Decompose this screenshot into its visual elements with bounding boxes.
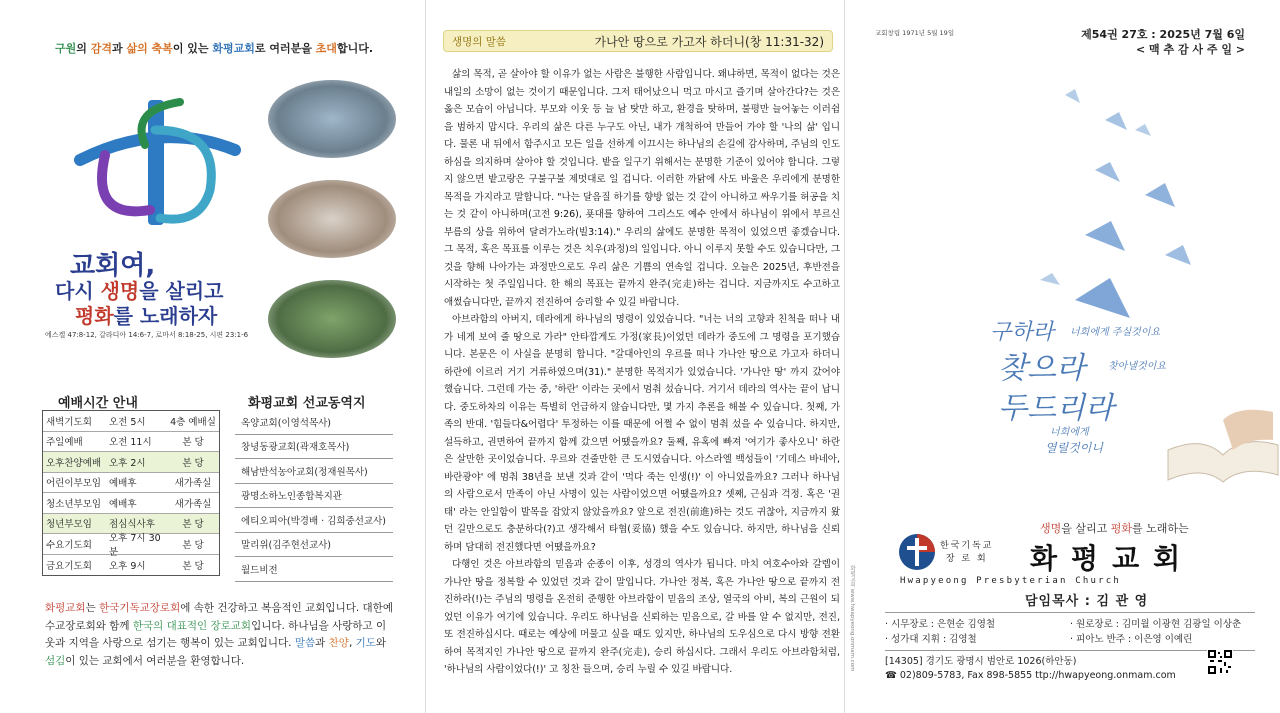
intro-text: 와 xyxy=(375,637,387,649)
schedule-name: 어린이부모임 xyxy=(46,478,102,490)
cover-panel xyxy=(845,0,1280,713)
staff-list xyxy=(885,612,1255,647)
sermon-panel xyxy=(425,0,845,713)
staff-item: · 원로장로 : 김미월 이광현 김광일 이상춘 xyxy=(1070,619,1242,630)
intro-text: 말씀 xyxy=(294,637,316,649)
invite-part: 삶의 축복 xyxy=(126,42,173,55)
church-address xyxy=(885,650,1255,683)
sermon-body xyxy=(444,66,840,696)
intro-text: 섬김 xyxy=(45,654,66,667)
service-name: < 맥 추 감 사 주 일 > xyxy=(1136,43,1245,56)
schedule-time: 오전 5시 xyxy=(109,416,146,428)
schedule-name: 금요기도회 xyxy=(46,560,92,572)
intro-text: 기도 xyxy=(355,637,376,649)
worship-schedule-table xyxy=(42,410,220,576)
tagline-text: 생명 xyxy=(1040,522,1062,535)
callig-text: 두드리라 xyxy=(998,391,1114,426)
callig-text: 찾으라 xyxy=(998,351,1085,386)
schedule-name: 청소년부모임 xyxy=(46,498,102,510)
outdoor-group-photo xyxy=(268,280,396,358)
invite-part: 과 xyxy=(112,42,127,55)
schedule-name: 주일예배 xyxy=(46,437,83,449)
schedule-time: 오전 11시 xyxy=(109,437,152,449)
staff-row xyxy=(885,617,1255,632)
founding-date: 교회창립 1971년 5월 19일 xyxy=(875,29,955,37)
schedule-place: 4층 예배실 xyxy=(170,416,216,428)
intro-text: 는 xyxy=(85,602,100,614)
tagline-text: 를 노래하는 xyxy=(1132,522,1189,535)
church-tagline xyxy=(1040,520,1189,536)
staff-row xyxy=(885,632,1255,647)
sermon-label: 생명의 말씀 xyxy=(452,35,507,48)
mission-item: 창녕동광교회(곽재호목사) xyxy=(235,435,393,460)
mission-partners-list xyxy=(235,410,393,582)
schedule-row xyxy=(43,411,219,432)
callig-text: 구하라 xyxy=(990,320,1054,345)
church-logo-icon xyxy=(897,532,937,572)
schedule-place: 본 당 xyxy=(182,437,204,449)
schedule-time: 예배후 xyxy=(109,498,137,510)
mission-partners-title: 화평교회 선교동역지 xyxy=(248,396,366,411)
callig-text: 너희에게 xyxy=(1050,427,1089,438)
schedule-place: 새가족실 xyxy=(174,478,212,490)
schedule-time: 예배후 xyxy=(109,478,137,490)
church-english-name: Hwapyeong Presbyterian Church xyxy=(900,576,1121,586)
left-panel xyxy=(0,0,425,713)
slogan-text: 다시 xyxy=(55,279,101,303)
staff-item: · 성가대 지휘 : 김영철 xyxy=(885,634,977,645)
intro-text: 화평교회 xyxy=(45,602,86,614)
invite-part: 화평교회 xyxy=(212,42,255,55)
schedule-place: 본 당 xyxy=(182,560,204,572)
open-bible-illustration xyxy=(1163,400,1280,485)
invite-part: 초대 xyxy=(315,42,337,55)
tagline-text: 평화 xyxy=(1110,522,1133,535)
schedule-row xyxy=(43,555,219,576)
schedule-time: 점심식사후 xyxy=(109,519,155,531)
slogan-text: 을 살리고 xyxy=(139,279,224,303)
contact-line: ☎ 02)809-5783, Fax 898-5855 ttp://hwapyeong.onmam.com xyxy=(885,670,1176,681)
intro-text: 과 xyxy=(315,637,329,649)
schedule-time: 오후 9시 xyxy=(109,560,146,572)
schedule-time: 오후 2시 xyxy=(109,457,146,469)
intro-text: 찬양 xyxy=(328,637,349,649)
address-line: [14305] 경기도 광명시 범안로 1026(하안동) xyxy=(885,656,1077,667)
sermon-paragraph: 다행인 것은 아브라함의 믿음과 순종이 이후, 성경의 역사가 됩니다. 마치 여호수아와 갈렙이 가나안 땅을 정복할 수 있었던 것과 같이 말입니다. 가나안 정복, 혹은 가나안 땅으로 끝까지 전진하라(!)는 주님의 명령을 온전히 준행한 아브라함이 믿음의 조상, 열국의 아비, 복의 근원이 되었던 이유가 여기에 있습니다. 우리도 하나님을 신뢰하는 믿음으로, 갈 바를 알 수 없지만, 전진, 또 전진하십시다. 때로는 예상에 머물고 싶을 때도 있지만, 하나님의 도우심으로 다시 방향 전환하여 목적지인 가나안 땅으로 끝까지 완주(完走), 승리 하십시다. 그래서 우리도 아브라함처럼, '하나님의 사람이었다(!)' 고 칭찬 들으며, 승리 누릴 수 있길 바랍니다. xyxy=(444,559,840,675)
intro-text: 한국의 대표적인 장로교회 xyxy=(132,619,252,632)
mission-item: 말리위(김주현선교사) xyxy=(235,533,393,558)
mission-item: 광명소하노인종합복지관 xyxy=(235,484,393,509)
intro-text: 에 속한 건강하고 복음적인 교회입니다. 대한예수교장로회와 함께 xyxy=(45,602,393,632)
sermon-header xyxy=(443,30,833,52)
doves-illustration xyxy=(1035,85,1255,345)
mission-item: 에티오피아(박경배 · 김희중선교사) xyxy=(235,508,393,533)
schedule-name: 청년부모임 xyxy=(46,519,92,531)
intro-text: 이 있는 교회에서 여러분을 환영합니다. xyxy=(65,654,245,667)
schedule-place: 본 당 xyxy=(182,539,204,551)
sermon-paragraph: 삶의 목적, 곧 살아야 할 이유가 없는 사람은 불행한 사람입니다. 왜냐하면, 목적이 없다는 것은 내일의 소망이 없는 것이기 때문입니다. 그저 태어났으니 먹고 마시고 즐기며 살아간다?는 것은 옳은 모습이 아닙니다. 부모와 이웃 등 늘 남 탓만 하고, 환경을 탓하며, 불평만 늘어놓는 이러쉼을 범하지 맙시다. 우리의 삶은 다른 누구도 아닌, 내가 개척하여 만들어 가야 할 '나의 삶' 입니다. 물론 내 뒤에서 함주시고 모든 일을 선하게 이끄시는 하나님의 손길에 감사하며, 주님의 인도하심을 의지하며 살아야 할 것입니다. 밭을 일구기 위해서는 분명한 기준이 있어야 합니다. 그렇지 않으면 밭고랑은 구불구불 제멋대로 일 겁니다. 이러한 까닭에 사도 바울은 우리에게 분명한 목적을 가지라고 말합니다. "나는 달음질 하기를 향방 없는 것 같이 아니하고 싸우기를 허공을 치는 것 같이 아니하며(고전 9:26), 푯대를 향하여 그리스도 예수 안에서 하나님이 위에서 부르신 부름의 상을 위하여 달려가노라(빌3:14)." 우리의 삶에도 분명한 목적이 있었으면 좋겠습니다. 그 목적, 혹은 목표를 이루는 것은 치우(과정)의 일입니다. 아니 이루지 못할 수도 있습니다만, 그것을 향해 나아가는 과정만으로도 우리 삶은 기쁨의 연속일 겁니다. 오늘은 2025년, 후반전을 시작하는 첫 주일입니다. 한 해의 목표는 끝까지 완주(完走)하는 겁니다. 지금까지도 수고하고 애썼습니다만, 끝까지 전진하여 승리할 수 있길 바랍니다. xyxy=(444,69,840,308)
invite-part: 합니다. xyxy=(336,42,373,55)
choir-photo xyxy=(268,180,396,258)
issue-number-date: 제54권 27호 : 2025년 7월 6일 xyxy=(1081,28,1245,41)
denomination-line: 장 로 회 xyxy=(945,554,988,564)
senior-pastor: 담임목사 : 김 관 영 xyxy=(1025,594,1149,609)
schedule-row xyxy=(43,532,219,558)
denomination-line: 한국기독교 xyxy=(940,541,994,551)
slogan-cross-logo xyxy=(60,90,260,240)
side-vertical-text: 화평교회 www.hwapyeong.onmam.com xyxy=(849,565,855,672)
slogan-highlight: 평화 xyxy=(75,304,114,328)
issue-info xyxy=(1081,27,1245,57)
schedule-time: 오후 7시 30분 xyxy=(109,532,161,558)
callig-text: 찾아낼것이요 xyxy=(1108,361,1166,372)
staff-item: · 시무장로 : 은현순 김영철 xyxy=(885,619,996,630)
schedule-place: 본 당 xyxy=(182,519,204,531)
intro-text: , xyxy=(348,637,356,649)
sermon-paragraph: 아브라함의 아버지, 데라에게 하나님의 명령이 있었습니다. "너는 너의 고향과 친척을 떠나 내가 네게 보여 줄 땅으로 가라" 안타깝게도 가정(家長)이었던 데라가 중도에 그 명령을 포기했습니다. 본문은 이 사실을 분명히 합니다. "갈대아인의 우르를 떠나 가나안 땅으로 가고자 하더니 하란에 이르러 거기 거류하였으며(31)." 분명한 목적지가 있었습니다. '가나안 땅' 까지 갔어야 했습니다. 그런데 가는 중, '하란' 이라는 곳에서 멈춰 섰습니다. 거기서 데라의 역사는 끝이 납니다. 중도하차의 이유는 특별히 언급하지 않습니다만, 몇 가지 추론을 해볼 수 있습니다. 첫째, 가족의 반대. '힘들다&어렵다' 투정하는 이를 때문에 어쩔 수 없이 멈춰 섰을 수 있습니다. 하지만, 설득하고, 권면하여 끝까지 함께 갔으면 어땠을까요? 둘째, 유혹에 빠져 '여기가 좋사오니' 하란은 살만한 곳이었습니다. 우르와 견줄만한 큰 도시였습니다. 아스라엘 백성들이 '기데스 바네아, 바란광야' 에 멈춰 38년을 보낸 것과 같이 '먹다 죽는 인생(!)' 이 아니었을까요? 그러나 하나님의 사람으로서 만족이 아닌 사명이 있는 사람이었으면 어땠을까요? 셋째, 근심과 걱정. 혹은 '권태' 라는 안일함이 발목을 잡았지 않았을까요? 앞으로 전진(前進)하는 것도 귀찮아, 지금까지 왔던 길만으로도 충분하다(?)고 생각해서 타협(妥協) 했을 수도 있습니다. 하지만, 하나님을 신뢰하며 담대히 전진했다면 어땠을까요? xyxy=(444,314,840,553)
invitation-line xyxy=(55,40,425,56)
schedule-title: 예배시간 안내 xyxy=(58,396,138,411)
congregation-photo xyxy=(268,80,396,158)
mission-item: 해남반석농아교회(정재원목사) xyxy=(235,459,393,484)
schedule-name: 수요기도회 xyxy=(46,539,92,551)
schedule-place: 새가족실 xyxy=(174,498,212,510)
schedule-place: 본 당 xyxy=(182,457,204,469)
schedule-row xyxy=(43,493,219,514)
schedule-name: 새벽기도회 xyxy=(46,416,92,428)
church-name: 화평교회 xyxy=(1030,542,1195,575)
invite-part: 구원 xyxy=(55,42,77,55)
schedule-row xyxy=(43,452,219,473)
invite-part: 로 여러분을 xyxy=(254,42,316,55)
schedule-row xyxy=(43,432,219,453)
church-introduction xyxy=(45,600,395,670)
staff-item: · 피아노 반주 : 이은영 이예린 xyxy=(1070,634,1193,645)
schedule-name: 오후찬양예배 xyxy=(46,457,102,469)
invite-part: 감격 xyxy=(90,42,112,55)
mission-item: 월드비전 xyxy=(235,557,393,582)
mission-item: 옥양교회(이영석목사) xyxy=(235,410,393,435)
slogan-line-1: 교회여, xyxy=(70,251,156,281)
qr-code-icon xyxy=(1207,649,1233,675)
sermon-title: 가나안 땅으로 가고자 하더니(창 11:31-32) xyxy=(594,34,824,49)
intro-text: 한국기독교장로회 xyxy=(99,602,181,614)
invite-part: 의 xyxy=(76,42,91,55)
tagline-text: 을 살리고 xyxy=(1061,522,1111,535)
slogan-line-3 xyxy=(75,300,217,329)
callig-text: 열릴것이니 xyxy=(1045,441,1103,455)
denomination xyxy=(940,540,993,566)
slogan-highlight: 생명 xyxy=(100,279,140,303)
callig-text: 너희에게 주실것이요 xyxy=(1070,327,1161,338)
schedule-row xyxy=(43,473,219,494)
intro-text: 입니다. 하나님을 사랑하고 이웃과 지역을 사랑으로 섬기는 행복이 있는 교회입니다. xyxy=(45,619,387,649)
slogan-text: 를 노래하자 xyxy=(113,304,218,328)
invite-part: 이 있는 xyxy=(172,42,213,55)
slogan-scripture-reference: 에스겔 47:8-12, 갈라디아 14:6-7, 로마서 8:18-25, 시편 23:1-6 xyxy=(45,331,249,339)
